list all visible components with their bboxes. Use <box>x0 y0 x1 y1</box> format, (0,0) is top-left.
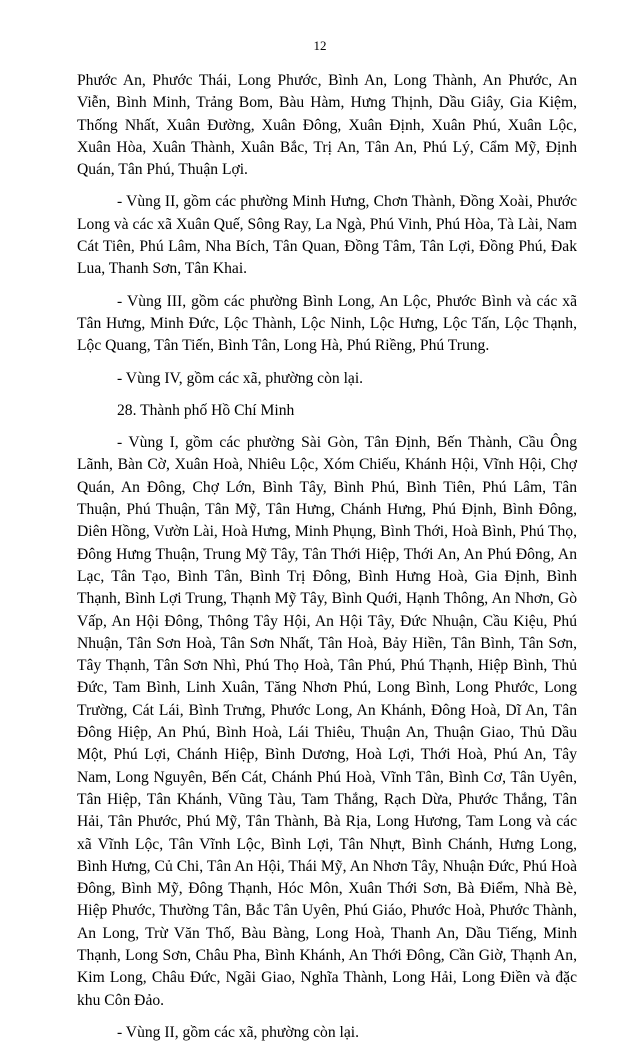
paragraph-dong-nai-vung-i-continued: Phước An, Phước Thái, Long Phước, Bình An, Long Thành, An Phước, An Viễn, Bình Minh, Trảng Bom, Bàu Hàm, Hưng Thịnh, Dầu Giây, Gia Kiệm, Thống Nhất, Xuân Đường, Xuân Đông, Xuân Định, Xuân Phú, Xuân Lộc, Xuân Hòa, Xuân Thành, Xuân Bắc, Trị An, Tân An, Phú Lý, Cẩm Mỹ, Định Quán, Tân Phú, Thuận Lợi. <box>77 72 577 179</box>
paragraph-dong-nai-vung-ii: - Vùng II, gồm các phường Minh Hưng, Chơn Thành, Đồng Xoài, Phước Long và các xã Xuân Quế, Sông Ray, La Ngà, Phú Vinh, Phú Hòa, Tà Lài, Nam Cát Tiên, Phú Lâm, Nha Bích, Tân Quan, Đồng Tâm, Tân Lợi, Đồng Phú, Đak Lua, Thanh Sơn, Tân Khai. <box>77 193 577 278</box>
paragraph-hcm-vung-i: - Vùng I, gồm các phường Sài Gòn, Tân Định, Bến Thành, Cầu Ông Lãnh, Bàn Cờ, Xuân Hoà, Nhiêu Lộc, Xóm Chiếu, Khánh Hội, Vĩnh Hội, Chợ Quán, An Đông, Chợ Lớn, Bình Tây, Bình Phú, Bình Tiên, Phú Lâm, Tân Thuận, Phú Thuận, Tân Mỹ, Tân Hưng, Chánh Hưng, Phú Định, Bình Đông, Diên Hồng, Vườn Lài, Hoà Hưng, Minh Phụng, Bình Thới, Hoà Bình, Phú Thọ, Đông Hưng Thuận, Trung Mỹ Tây, Tân Thới Hiệp, Thới An, An Phú Đông, An Lạc, Tân Tạo, Bình Tân, Bình Trị Đông, Bình Hưng Hoà, Gia Định, Bình Thạnh, Bình Lợi Trung, Thạnh Mỹ Tây, Bình Quới, Hạnh Thông, An Nhơn, Gò Vấp, An Hội Đông, Thông Tây Hội, An Hội Tây, Đức Nhuận, Cầu Kiệu, Phú Nhuận, Tân Sơn Hoà, Tân Sơn Nhất, Tân Hoà, Bảy Hiền, Tân Bình, Tân Sơn, Tây Thạnh, Tân Sơn Nhì, Phú Thọ Hoà, Tân Phú, Phú Thạnh, Hiệp Bình, Thủ Đức, Tam Bình, Linh Xuân, Tăng Nhơn Phú, Long Bình, Long Phước, Long Trường, Cát Lái, Bình Trưng, Phước Long, An Khánh, Đông Hoà, Dĩ An, Tân Đông Hiệp, An Phú, Bình Hoà, Lái Thiêu, Thuận An, Thuận Giao, Thủ Dầu Một, Phú Lợi, Chánh Hiệp, Bình Dương, Hoà Lợi, Thới Hoà, Phú An, Tây Nam, Long Nguyên, Bến Cát, Chánh Phú Hoà, Vĩnh Tân, Bình Cơ, Tân Uyên, Tân Hiệp, Tân Khánh, Vũng Tàu, Tam Thắng, Rạch Dừa, Phước Thắng, Tân Hải, Tân Phước, Phú Mỹ, Tân Thành, Bà Rịa, Long Hương, Tam Long và các xã Vĩnh Lộc, Tân Vĩnh Lộc, Bình Lợi, Tân Nhựt, Bình Chánh, Hưng Long, Bình Hưng, Củ Chi, Tân An Hội, Thái Mỹ, An Nhơn Tây, Nhuận Đức, Phú Hoà Đông, Bình Mỹ, Đông Thạnh, Hóc Môn, Xuân Thới Sơn, Bà Điểm, Nhà Bè, Hiệp Phước, Thường Tân, Bắc Tân Uyên, Phú Giáo, Phước Hoà, Phước Thành, An Long, Trừ Văn Thố, Bàu Bàng, Long Hoà, Thanh An, Dầu Tiếng, Minh Thạnh, Long Sơn, Châu Pha, Bình Khánh, An Thới Đông, Cần Giờ, Thạnh An, Kim Long, Châu Đức, Ngãi Giao, Nghĩa Thành, Long Hải, Long Điền và đặc khu Côn Đảo. <box>77 434 577 1009</box>
document-body <box>77 70 577 1054</box>
paragraph-dong-nai-vung-iv: - Vùng IV, gồm các xã, phường còn lại. <box>117 369 364 387</box>
paragraph-hcm-vung-ii: - Vùng II, gồm các xã, phường còn lại. <box>117 1023 360 1041</box>
page-number: 12 <box>313 38 327 53</box>
paragraph-dong-nai-vung-iii: - Vùng III, gồm các phường Bình Long, An Lộc, Phước Bình và các xã Tân Hưng, Minh Đức, Lộc Thành, Lộc Ninh, Lộc Hưng, Lộc Tấn, Lộc Thạnh, Lộc Quang, Tân Tiến, Bình Tân, Long Hà, Phú Riềng, Phú Trung. <box>77 292 577 355</box>
section-heading-ho-chi-minh: 28. Thành phố Hồ Chí Minh <box>117 401 295 419</box>
